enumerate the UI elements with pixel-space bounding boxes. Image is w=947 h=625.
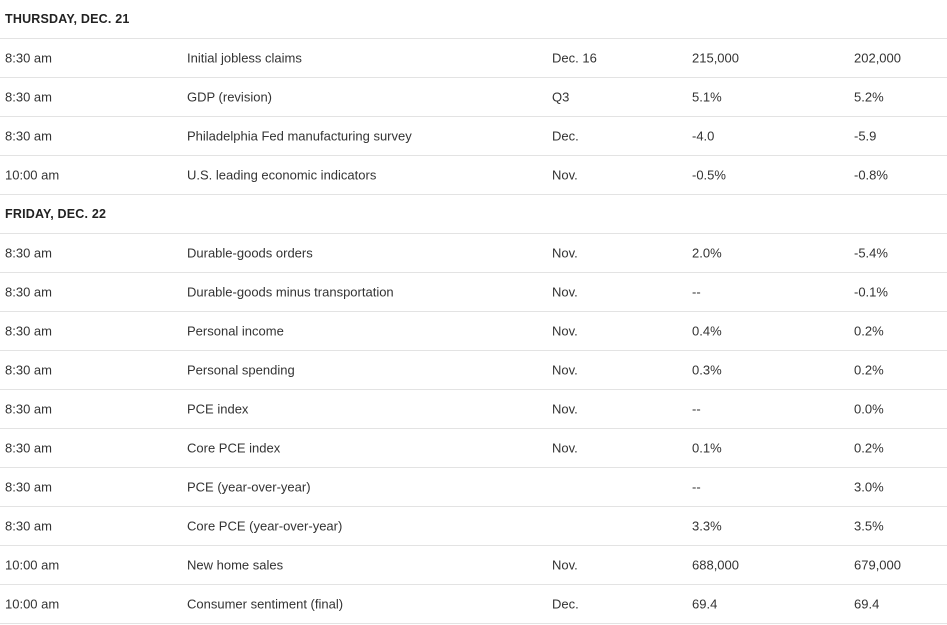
time-cell: 8:30 am xyxy=(5,401,52,417)
report-cell: PCE (year-over-year) xyxy=(187,479,311,495)
previous-cell: -0.1% xyxy=(854,284,888,300)
time-cell: 8:30 am xyxy=(5,323,52,339)
previous-cell: -0.8% xyxy=(854,167,888,183)
previous-cell: 5.2% xyxy=(854,89,884,105)
time-cell: 8:30 am xyxy=(5,245,52,261)
forecast-cell: 69.4 xyxy=(692,596,718,612)
forecast-cell: 0.4% xyxy=(692,323,722,339)
forecast-cell: 0.3% xyxy=(692,362,722,378)
table-row xyxy=(0,429,947,468)
day-header-label: FRIDAY, DEC. 22 xyxy=(5,207,107,221)
forecast-cell: -- xyxy=(692,401,701,417)
report-cell: Core PCE (year-over-year) xyxy=(187,518,343,534)
period-cell: Nov. xyxy=(552,362,578,378)
time-cell: 8:30 am xyxy=(5,128,52,144)
report-cell: PCE index xyxy=(187,401,249,417)
time-cell: 8:30 am xyxy=(5,440,52,456)
time-cell: 10:00 am xyxy=(5,167,60,183)
previous-cell: -5.4% xyxy=(854,245,888,261)
table-row xyxy=(0,351,947,390)
table-row xyxy=(0,78,947,117)
day-header xyxy=(0,0,947,39)
previous-cell: 0.2% xyxy=(854,323,884,339)
time-cell: 8:30 am xyxy=(5,479,52,495)
table-row xyxy=(0,390,947,429)
previous-cell: 202,000 xyxy=(854,50,901,66)
time-cell: 8:30 am xyxy=(5,89,52,105)
previous-cell: -5.9 xyxy=(854,128,877,144)
period-cell: Nov. xyxy=(552,557,578,573)
forecast-cell: -- xyxy=(692,284,701,300)
previous-cell: 3.0% xyxy=(854,479,884,495)
forecast-cell: 688,000 xyxy=(692,557,739,573)
table-row xyxy=(0,507,947,546)
report-cell: Personal income xyxy=(187,323,284,339)
period-cell: Nov. xyxy=(552,440,578,456)
time-cell: 8:30 am xyxy=(5,518,52,534)
period-cell: Nov. xyxy=(552,284,578,300)
forecast-cell: 2.0% xyxy=(692,245,722,261)
report-cell: Durable-goods minus transportation xyxy=(187,284,394,300)
period-cell: Q3 xyxy=(552,89,570,105)
table-row xyxy=(0,546,947,585)
table-row xyxy=(0,273,947,312)
forecast-cell: 3.3% xyxy=(692,518,722,534)
forecast-cell: -0.5% xyxy=(692,167,726,183)
time-cell: 8:30 am xyxy=(5,362,52,378)
table-row xyxy=(0,585,947,624)
report-cell: Consumer sentiment (final) xyxy=(187,596,344,612)
report-cell: New home sales xyxy=(187,557,284,573)
report-cell: Personal spending xyxy=(187,362,295,378)
period-cell: Dec. xyxy=(552,128,579,144)
forecast-cell: 5.1% xyxy=(692,89,722,105)
report-cell: Durable-goods orders xyxy=(187,245,313,261)
previous-cell: 3.5% xyxy=(854,518,884,534)
time-cell: 10:00 am xyxy=(5,596,60,612)
period-cell: Nov. xyxy=(552,401,578,417)
table-row xyxy=(0,117,947,156)
forecast-cell: 215,000 xyxy=(692,50,739,66)
report-cell: Core PCE index xyxy=(187,440,281,456)
forecast-cell: -4.0 xyxy=(692,128,715,144)
previous-cell: 0.2% xyxy=(854,440,884,456)
forecast-cell: 0.1% xyxy=(692,440,722,456)
period-cell: Dec. 16 xyxy=(552,50,597,66)
period-cell: Nov. xyxy=(552,323,578,339)
day-header xyxy=(0,195,947,234)
time-cell: 8:30 am xyxy=(5,50,52,66)
day-header-label: THURSDAY, DEC. 21 xyxy=(5,12,130,26)
previous-cell: 0.0% xyxy=(854,401,884,417)
forecast-cell: -- xyxy=(692,479,701,495)
previous-cell: 0.2% xyxy=(854,362,884,378)
report-cell: Philadelphia Fed manufacturing survey xyxy=(187,128,412,144)
previous-cell: 679,000 xyxy=(854,557,901,573)
time-cell: 8:30 am xyxy=(5,284,52,300)
table-row xyxy=(0,468,947,507)
report-cell: U.S. leading economic indicators xyxy=(187,167,377,183)
period-cell: Nov. xyxy=(552,245,578,261)
table-row xyxy=(0,234,947,273)
previous-cell: 69.4 xyxy=(854,596,880,612)
table-row xyxy=(0,39,947,78)
period-cell: Dec. xyxy=(552,596,579,612)
report-cell: GDP (revision) xyxy=(187,89,273,105)
table-row xyxy=(0,312,947,351)
table-row xyxy=(0,156,947,195)
period-cell: Nov. xyxy=(552,167,578,183)
report-cell: Initial jobless claims xyxy=(187,50,302,66)
time-cell: 10:00 am xyxy=(5,557,60,573)
